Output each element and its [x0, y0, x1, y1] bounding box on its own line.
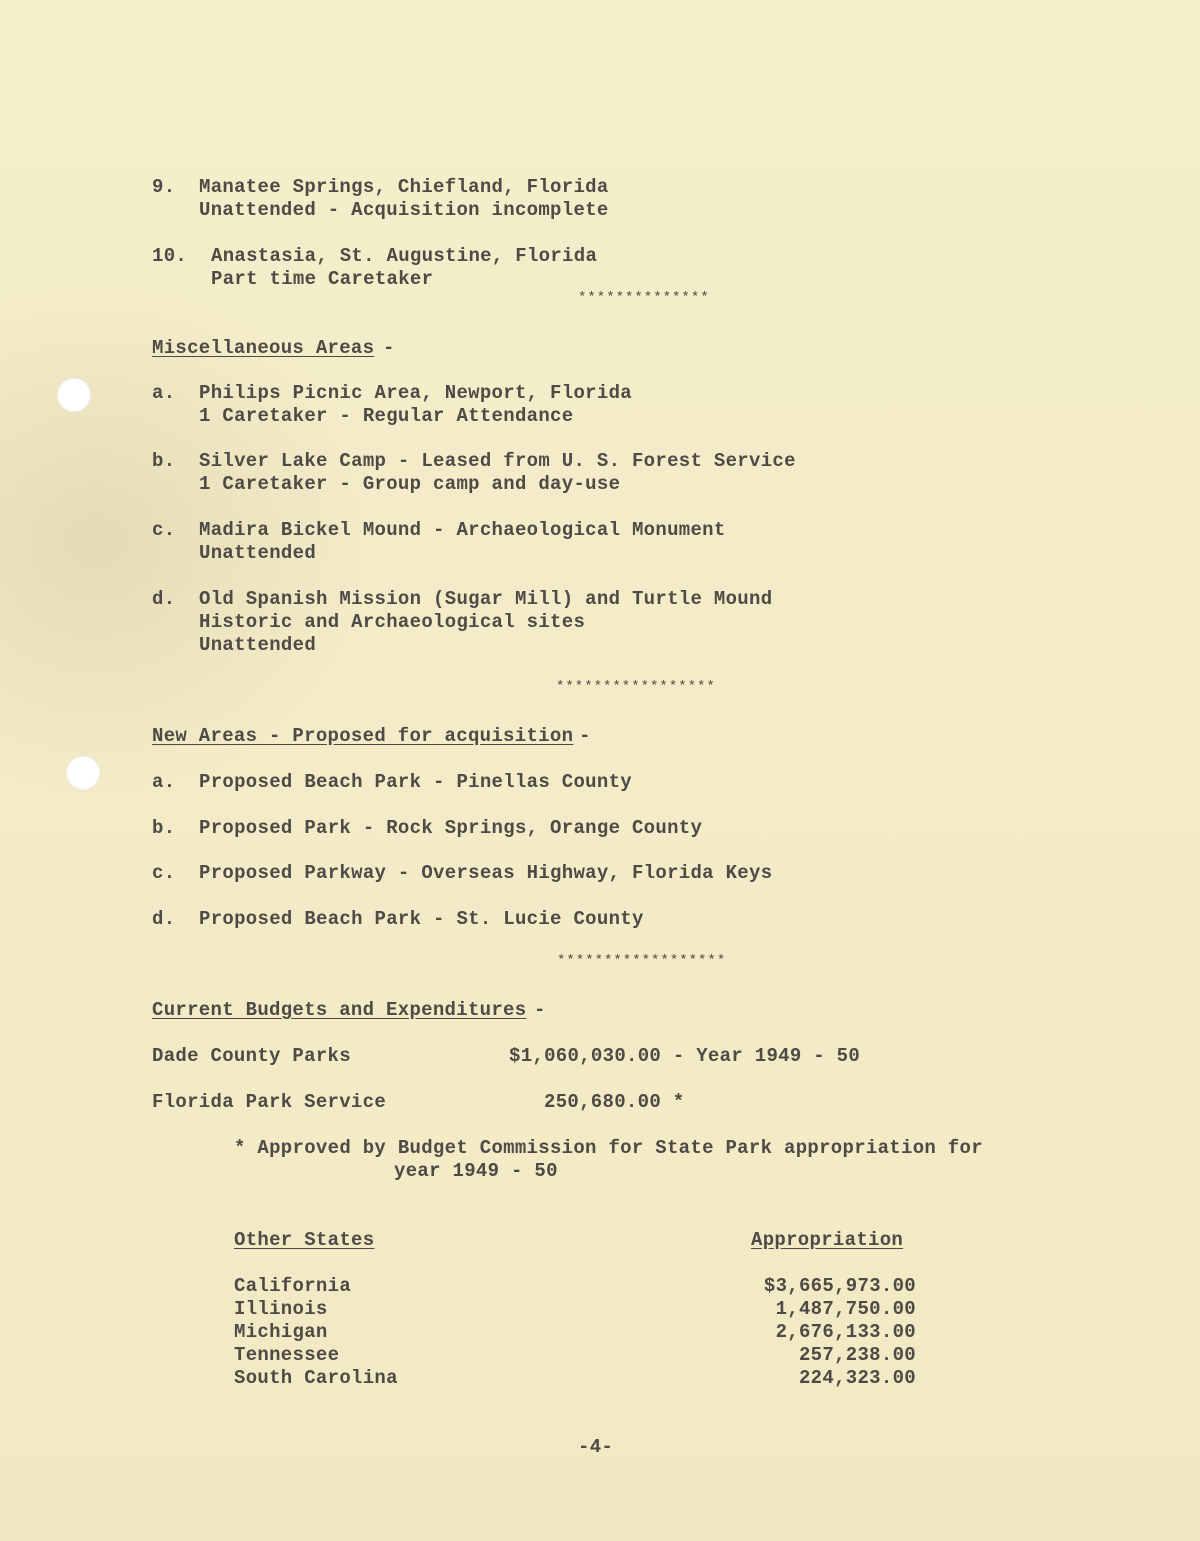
- item-letter: d.: [152, 588, 176, 610]
- table-header-appropriation: Appropriation: [751, 1229, 904, 1251]
- item-letter: d.: [152, 908, 176, 930]
- section-heading-budgets: Current Budgets and Expenditures: [152, 999, 527, 1021]
- table-row-amount: 257,238.00: [798, 1344, 916, 1366]
- budget-name: Dade County Parks: [152, 1045, 351, 1067]
- park-line: Anastasia, St. Augustine, Florida: [211, 245, 598, 267]
- item-letter: b.: [152, 817, 176, 839]
- item-line: Silver Lake Camp - Leased from U. S. Forest Service: [199, 450, 796, 472]
- table-row-state: Tennessee: [234, 1344, 340, 1366]
- item-letter: a.: [152, 771, 176, 793]
- budget-note: year 1949 - 50: [394, 1160, 558, 1182]
- table-row-state: Michigan: [234, 1321, 328, 1343]
- item-line: Madira Bickel Mound - Archaeological Monument: [199, 519, 726, 541]
- table-row-amount: 1,487,750.00: [775, 1298, 916, 1320]
- item-line: 1 Caretaker - Group camp and day-use: [199, 473, 621, 495]
- table-row-state: California: [234, 1275, 352, 1297]
- park-line: Manatee Springs, Chiefland, Florida: [199, 176, 609, 198]
- park-line: Unattended - Acquisition incomplete: [199, 199, 609, 221]
- separator: ******************: [557, 953, 727, 969]
- item-line: Proposed Beach Park - Pinellas County: [199, 771, 632, 793]
- item-letter: c.: [152, 519, 176, 541]
- item-line: Philips Picnic Area, Newport, Florida: [199, 382, 632, 404]
- separator: *****************: [556, 679, 716, 695]
- separator: **************: [578, 290, 710, 306]
- item-line: Historic and Archaeological sites: [199, 611, 586, 633]
- page-number: -4-: [578, 1436, 614, 1458]
- section-heading-new-areas: New Areas - Proposed for acquisition: [152, 725, 574, 747]
- table-row-state: South Carolina: [234, 1367, 398, 1389]
- item-line: Proposed Parkway - Overseas Highway, Florida Keys: [199, 862, 773, 884]
- park-number: 10.: [152, 245, 188, 267]
- table-row-state: Illinois: [234, 1298, 328, 1320]
- budget-note: * Approved by Budget Commission for State Park appropriation for: [234, 1137, 983, 1159]
- table-row-amount: 2,676,133.00: [775, 1321, 916, 1343]
- item-line: Proposed Beach Park - St. Lucie County: [199, 908, 644, 930]
- punch-hole-top: [57, 378, 91, 412]
- item-line: Unattended: [199, 542, 317, 564]
- budget-name: Florida Park Service: [152, 1091, 387, 1113]
- heading-dash: -: [534, 999, 546, 1021]
- item-line: Old Spanish Mission (Sugar Mill) and Turtle Mound: [199, 588, 773, 610]
- park-line: Part time Caretaker: [211, 268, 434, 290]
- budget-amount: $1,060,030.00 - Year 1949 - 50: [509, 1045, 861, 1067]
- table-row-amount: $3,665,973.00: [763, 1275, 916, 1297]
- park-number: 9.: [152, 176, 176, 198]
- item-line: 1 Caretaker - Regular Attendance: [199, 405, 574, 427]
- budget-amount: 250,680.00 *: [544, 1091, 685, 1113]
- section-heading-misc: Miscellaneous Areas: [152, 337, 375, 359]
- heading-dash: -: [383, 337, 395, 359]
- table-row-amount: 224,323.00: [798, 1367, 916, 1389]
- item-letter: b.: [152, 450, 176, 472]
- item-letter: a.: [152, 382, 176, 404]
- item-line: Unattended: [199, 634, 317, 656]
- heading-dash: -: [579, 725, 591, 747]
- punch-hole-bottom: [66, 756, 100, 790]
- item-line: Proposed Park - Rock Springs, Orange County: [199, 817, 703, 839]
- table-header-states: Other States: [234, 1229, 375, 1251]
- item-letter: c.: [152, 862, 176, 884]
